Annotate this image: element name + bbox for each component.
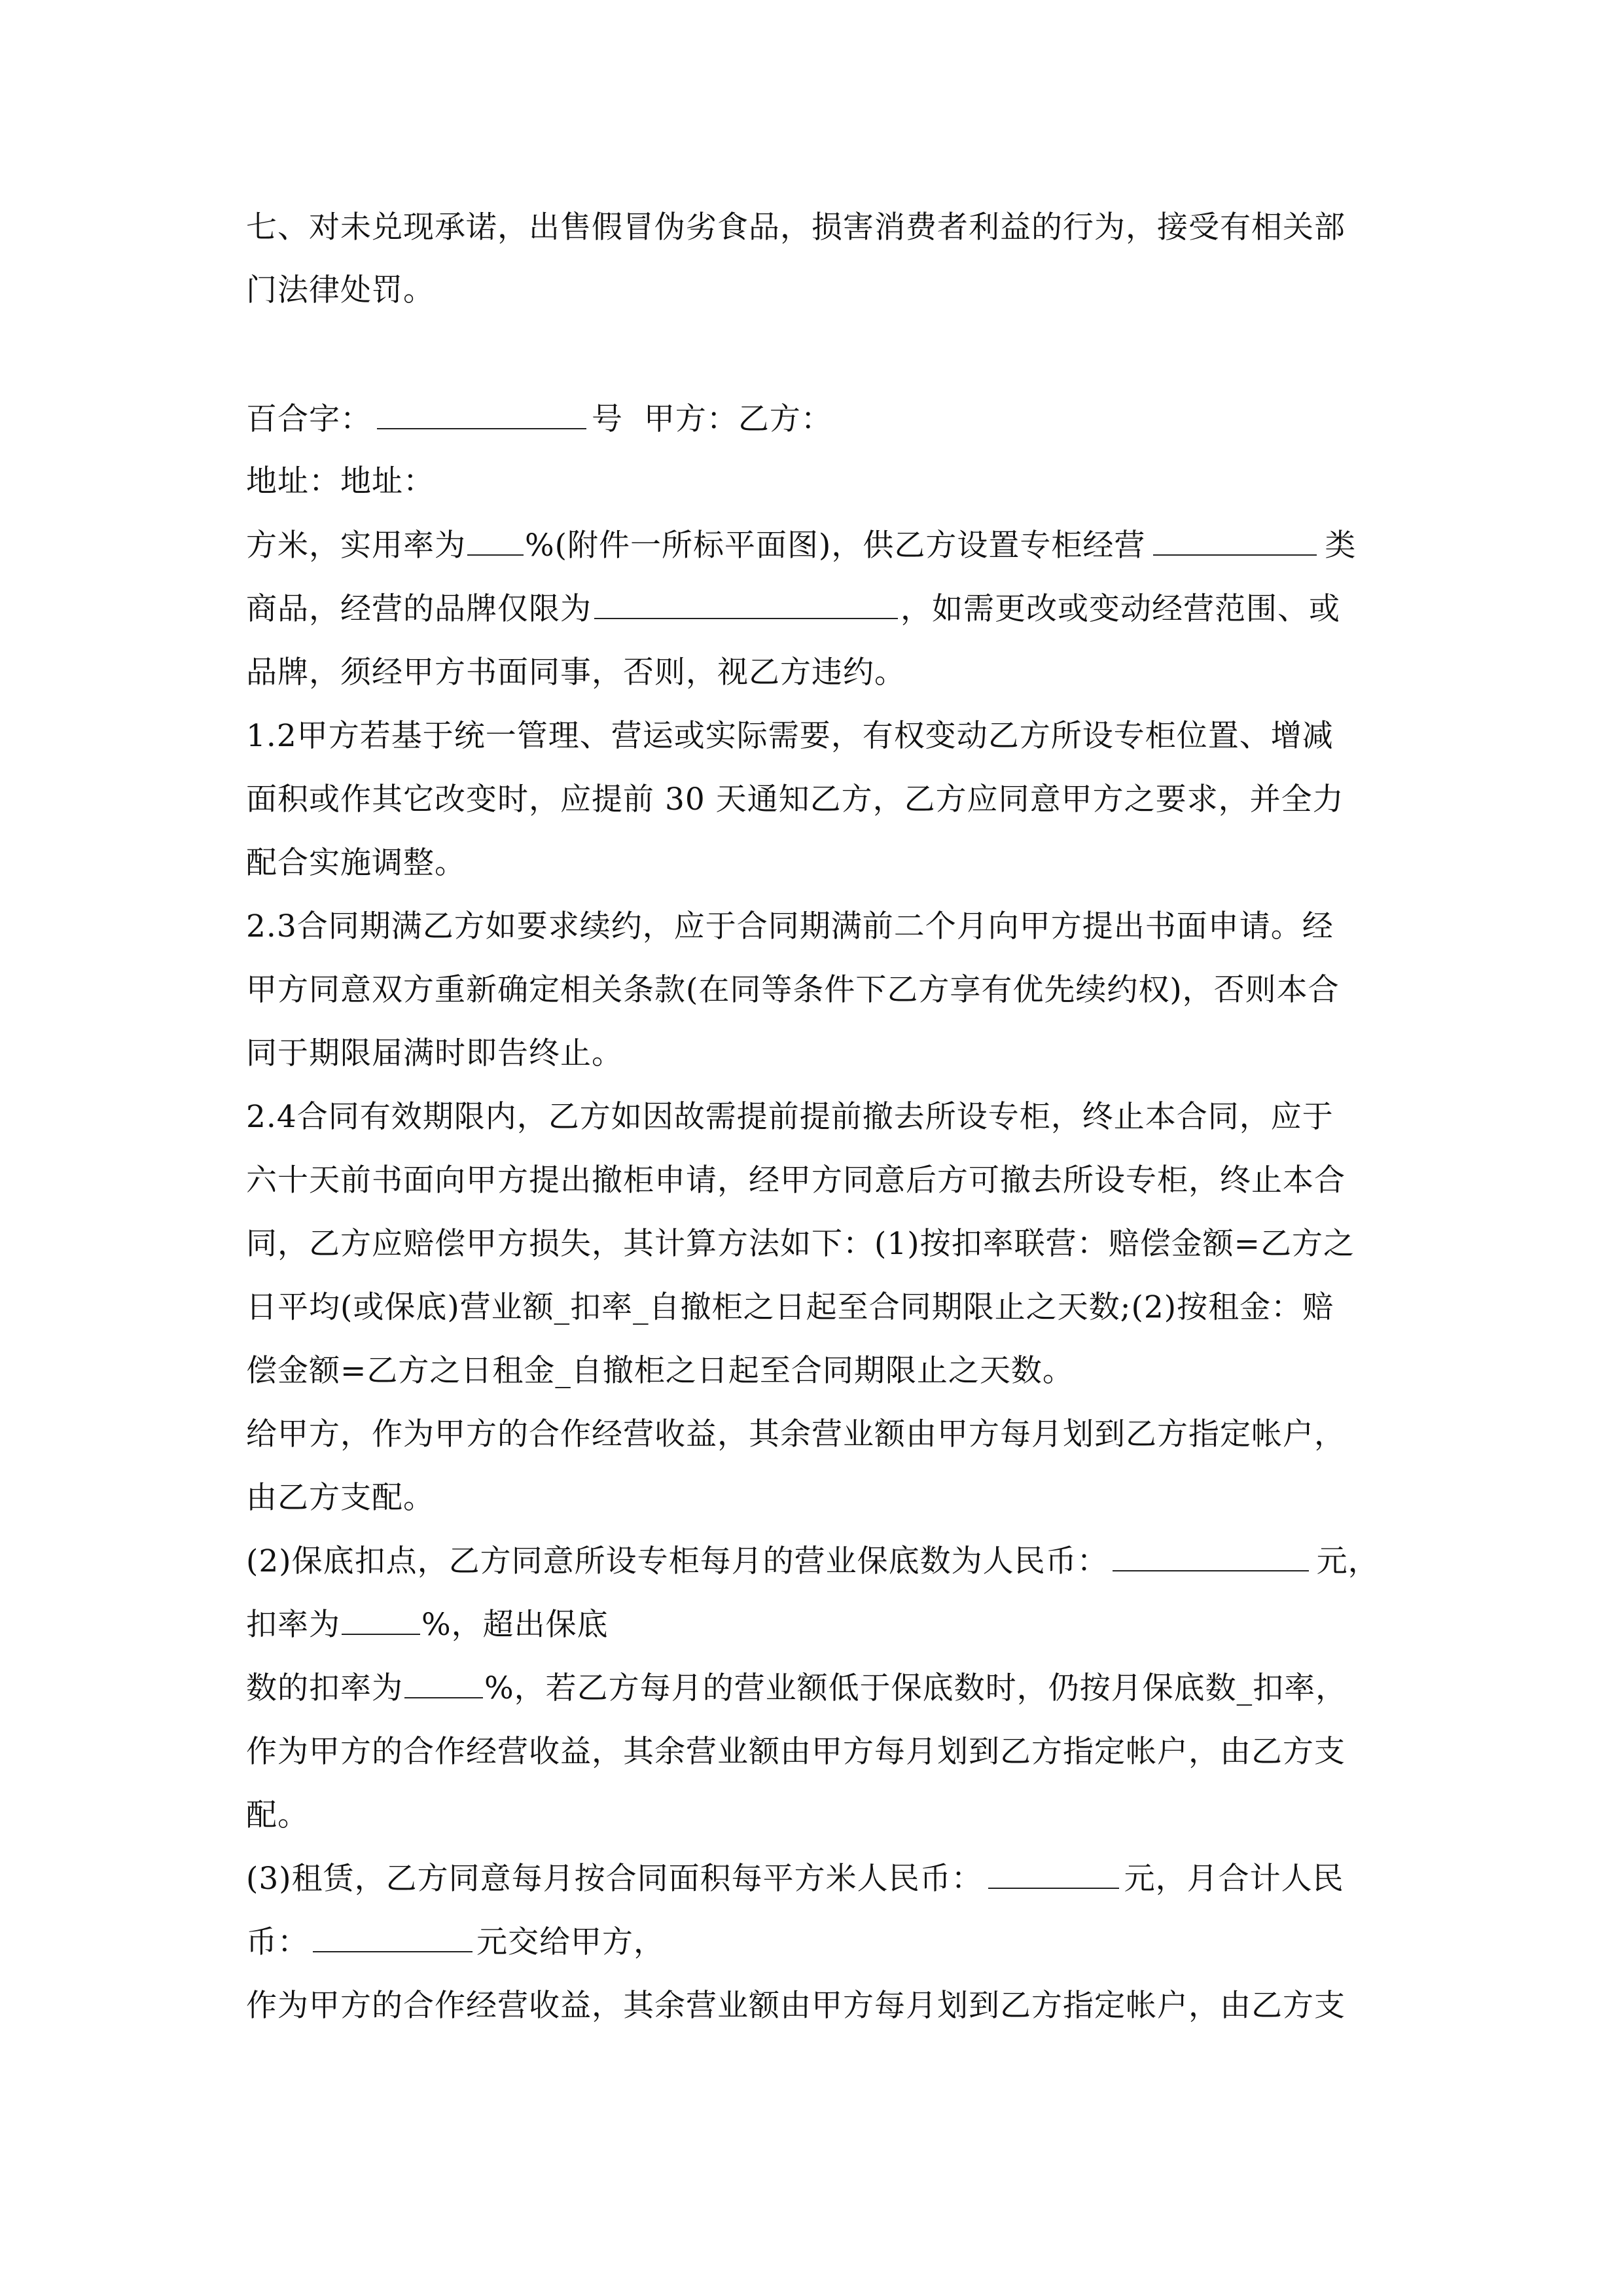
text-line	[246, 718, 1334, 755]
text-line	[246, 463, 435, 500]
text-line	[246, 908, 1334, 945]
fill-in-blank	[1113, 1545, 1309, 1571]
text-line	[246, 591, 1340, 628]
line-text: 类	[1325, 528, 1357, 564]
line-text: 配合实施调整。	[246, 845, 466, 881]
line-text: 方米，实用率为	[246, 528, 466, 564]
line-text: 百合字：	[246, 401, 372, 437]
line-text: 七、对未兑现承诺，出售假冒伪劣食品，损害消费者利益的行为，接受有相关部	[246, 209, 1346, 245]
fill-in-blank	[1153, 529, 1317, 556]
line-text: 六十天前书面向甲方提出撤柜申请，经甲方同意后方可撤去所设专柜，终止本合	[246, 1162, 1346, 1198]
fill-in-blank	[988, 1863, 1119, 1889]
text-line	[246, 1924, 665, 1961]
text-line	[246, 1416, 1346, 1453]
text-line	[246, 1670, 1347, 1707]
line-text: (3)租赁，乙方同意每月按合同面积每平方米人民币：	[246, 1861, 983, 1897]
line-text: 给甲方，作为甲方的合作经营收益，其余营业额由甲方每月划到乙方指定帐户，	[246, 1416, 1346, 1452]
line-text: 1.2甲方若基于统一管理、营运或实际需要，有权变动乙方所设专柜位置、增减	[246, 718, 1334, 754]
text-line	[246, 845, 466, 882]
line-text: 配。	[246, 1797, 309, 1833]
line-text: 品牌，须经甲方书面同事，否则，视乙方违约。	[246, 655, 906, 691]
line-text: 元，	[1316, 1543, 1380, 1579]
line-text: 号 甲方：乙方：	[592, 401, 832, 437]
fill-in-blank	[467, 529, 524, 556]
fill-in-blank	[313, 1926, 473, 1952]
line-text: 面积或作其它改变时，应提前 30 天通知乙方，乙方应同意甲方之要求，并全力	[246, 781, 1344, 817]
text-line	[246, 1162, 1346, 1199]
text-line	[246, 209, 1346, 246]
text-line	[246, 1543, 1380, 1580]
fill-in-blank	[594, 593, 898, 619]
line-text: 币：	[246, 1924, 309, 1960]
line-text: 2.3合同期满乙方如要求续约，应于合同期满前二个月向甲方提出书面申请。经	[246, 908, 1334, 944]
line-text: 地址：地址：	[246, 463, 435, 499]
text-line	[246, 1734, 1346, 1770]
text-line	[246, 1289, 1334, 1326]
text-line	[246, 781, 1344, 818]
text-line	[246, 1607, 609, 1643]
line-text: %，若乙方每月的营业额低于保底数时，仍按月保底数_扣率，	[484, 1670, 1347, 1706]
line-text: (2)保底扣点，乙方同意所设专柜每月的营业保底数为人民币：	[246, 1543, 1109, 1579]
line-text: %，超出保底	[421, 1607, 609, 1643]
line-text: 元，月合计人民	[1124, 1861, 1344, 1897]
line-text: 元交给甲方，	[476, 1924, 665, 1960]
text-line	[246, 1861, 1344, 1897]
line-text: 2.4合同有效期限内，乙方如因故需提前提前撤去所设专柜，终止本合同，应于	[246, 1099, 1334, 1135]
fill-in-blank	[377, 403, 586, 429]
text-line	[246, 1035, 623, 1072]
line-text: 作为甲方的合作经营收益，其余营业额由甲方每月划到乙方指定帐户，由乙方支	[246, 1988, 1346, 2024]
fill-in-blank	[404, 1672, 483, 1698]
text-line	[246, 401, 832, 438]
line-text: 商品，经营的品牌仅限为	[246, 591, 592, 627]
text-line	[246, 1353, 1074, 1390]
line-text: 数的扣率为	[246, 1670, 403, 1706]
text-line	[246, 1797, 309, 1834]
line-text: 偿金额=乙方之日租金_自撤柜之日起至合同期限止之天数。	[246, 1353, 1074, 1389]
line-text: 由乙方支配。	[246, 1480, 435, 1516]
text-line	[246, 1480, 435, 1516]
text-line	[246, 972, 1340, 1009]
text-line	[246, 1226, 1355, 1263]
text-line	[246, 655, 906, 691]
text-line	[246, 528, 1356, 564]
line-text: 作为甲方的合作经营收益，其余营业额由甲方每月划到乙方指定帐户，由乙方支	[246, 1734, 1346, 1770]
fill-in-blank	[342, 1609, 420, 1635]
line-text: 甲方同意双方重新确定相关条款(在同等条件下乙方享有优先续约权)，否则本合	[246, 972, 1340, 1008]
line-text: 同于期限届满时即告终止。	[246, 1035, 623, 1071]
line-text: ，如需更改或变动经营范围、或	[901, 591, 1340, 627]
line-text: 日平均(或保底)营业额_扣率_自撤柜之日起至合同期限止之天数;(2)按租金：赔	[246, 1289, 1334, 1325]
text-line	[246, 1988, 1346, 2024]
line-text: %(附件一所标平面图)，供乙方设置专柜经营	[525, 528, 1146, 564]
line-text: 同，乙方应赔偿甲方损失，其计算方法如下：(1)按扣率联营：赔偿金额=乙方之	[246, 1226, 1355, 1262]
text-line	[246, 1099, 1334, 1136]
line-text: 门法律处罚。	[246, 272, 435, 308]
line-text: 扣率为	[246, 1607, 340, 1643]
text-line	[246, 272, 435, 309]
